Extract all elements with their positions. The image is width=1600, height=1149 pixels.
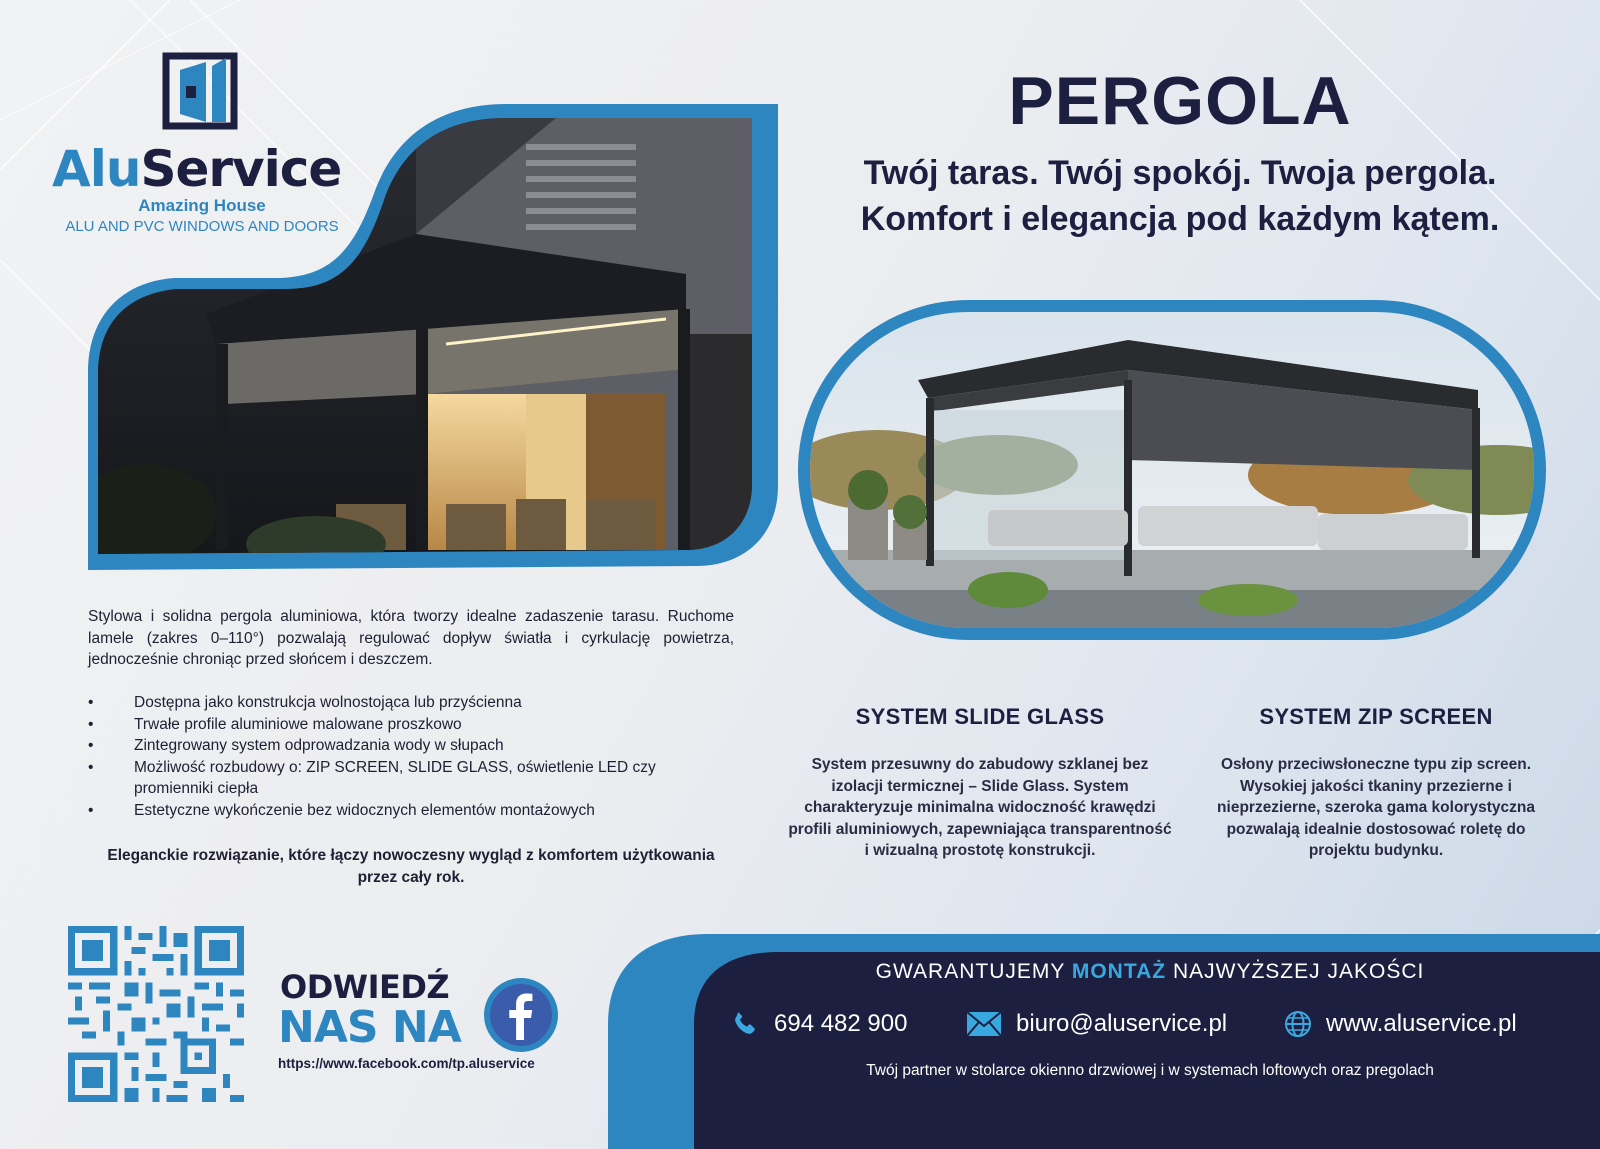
system-slide-glass xyxy=(786,704,1174,862)
website-url: www.aluservice.pl xyxy=(1326,1010,1517,1037)
bullet: • xyxy=(88,715,94,733)
features-list xyxy=(88,692,734,821)
guarantee-text-pre: GWARANTUJEMY xyxy=(875,960,1066,983)
bullet: • xyxy=(88,801,94,819)
bullet: • xyxy=(88,737,94,754)
page-title: PERGOLA xyxy=(1008,63,1352,139)
brand-name-service: Service xyxy=(140,140,342,198)
partner-statement: Twój partner w stolarce okienno drzwiowej i w systemach loftowych oraz pregolach xyxy=(866,1062,1434,1079)
facebook-line-1: ODWIEDŹ xyxy=(280,968,450,1006)
product-description: Stylowa i solidna pergola aluminiowa, która tworzy idealne zadaszenie tarasu. Ruchome lamele (zakres 0–110°) pozwalają regulować dopływ światła i cyrkulację powietrza, jednocześnie chroniąc przed słońcem i deszczem. xyxy=(88,608,734,668)
brand-tagline: Amazing House xyxy=(138,196,266,215)
pergola-daylight-photo xyxy=(798,300,1546,640)
guarantee-text-post: NAJWYŻSZEJ JAKOŚCI xyxy=(1172,960,1425,983)
bullet: • xyxy=(88,694,94,711)
bullet: • xyxy=(88,758,94,776)
globe-icon xyxy=(1284,1010,1312,1038)
list-item xyxy=(88,735,734,757)
system-title: SYSTEM SLIDE GLASS xyxy=(855,704,1105,729)
phone-number: 694 482 900 xyxy=(774,1010,908,1037)
feature-text: Estetyczne wykończenie bez widocznych elementów montażowych xyxy=(134,801,595,819)
headline-tagline xyxy=(800,150,1560,242)
feature-text: Dostępna jako konstrukcja wolnostojąca lub przyścienna xyxy=(134,694,522,711)
phone-contact[interactable] xyxy=(730,1004,907,1044)
facebook-icon[interactable] xyxy=(484,978,558,1052)
website-contact[interactable] xyxy=(1284,1004,1517,1044)
list-item xyxy=(88,800,734,822)
system-text: Osłony przeciwsłoneczne typu zip screen. Wysokiej jakości tkaniny przezierne i nieprzezierne, szeroka gama kolorystyczna pozwalają idealnie dostosować roletę do projektu budynku. xyxy=(1217,756,1535,859)
guarantee-banner xyxy=(700,960,1600,984)
envelope-icon xyxy=(966,1011,1002,1037)
pergola-evening-photo xyxy=(86,104,778,570)
phone-icon xyxy=(730,1009,760,1039)
qr-code[interactable] xyxy=(68,926,244,1102)
contact-row xyxy=(730,1004,1590,1044)
list-item xyxy=(88,757,734,800)
list-item xyxy=(88,714,734,736)
email-contact[interactable] xyxy=(966,1004,1227,1044)
feature-text: Możliwość rozbudowy o: ZIP SCREEN, SLIDE GLASS, oświetlenie LED czy promienniki ciepła xyxy=(134,758,656,797)
list-item xyxy=(88,692,734,714)
feature-text: Trwałe profile aluminiowe malowane proszkowo xyxy=(134,715,462,733)
closing-statement: Eleganckie rozwiązanie, które łączy nowoczesny wygląd z komfortem użytkowania przez cały rok. xyxy=(107,847,715,886)
system-text: System przesuwny do zabudowy szklanej bez izolacji termicznej – Slide Glass. System charakteryzuje minimalna widoczność krawędzi profili aluminiowych, zapewniająca transparentność i wizualną prostotę konstrukcji. xyxy=(788,756,1172,859)
feature-text: Zintegrowany system odprowadzania wody w słupach xyxy=(134,737,504,754)
system-title: SYSTEM ZIP SCREEN xyxy=(1259,704,1493,729)
system-zip-screen xyxy=(1196,704,1556,862)
facebook-link[interactable]: https://www.facebook.com/tp.aluservice xyxy=(278,1056,535,1071)
brand-name-alu: Alu xyxy=(52,140,141,198)
facebook-line-2: NAS NA xyxy=(278,1002,461,1053)
facebook-promo xyxy=(278,968,578,1078)
tagline-line-1: Twój taras. Twój spokój. Twoja pergola. xyxy=(863,154,1497,192)
email-address: biuro@aluservice.pl xyxy=(1016,1010,1228,1037)
brand-subtitle: ALU AND PVC WINDOWS AND DOORS xyxy=(65,218,339,235)
tagline-line-2: Komfort i elegancja pod każdym kątem. xyxy=(860,200,1500,238)
guarantee-highlight: MONTAŻ xyxy=(1071,960,1167,983)
